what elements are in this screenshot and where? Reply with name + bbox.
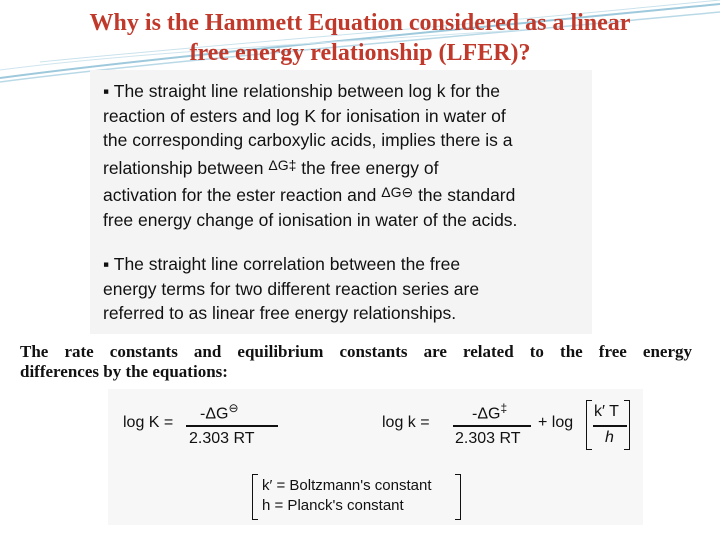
defs-right-bracket bbox=[455, 474, 461, 520]
eq2-right-bracket bbox=[624, 400, 630, 450]
relation-line-2: differences by the equations: bbox=[20, 362, 228, 381]
bullet-1-line-2: reaction of esters and log K for ionisation in water of bbox=[103, 105, 506, 126]
def-planck: h = Planck's constant bbox=[262, 497, 404, 514]
bullet-1 bbox=[103, 79, 588, 232]
relation-paragraph bbox=[20, 342, 692, 382]
bullet-2-line-3: referred to as linear free energy relationships. bbox=[103, 303, 457, 323]
title-line-1: Why is the Hammett Equation considered as a linear bbox=[89, 10, 631, 36]
double-dagger-superscript: ‡ bbox=[288, 156, 297, 173]
eq1-fraction-bar bbox=[186, 425, 278, 427]
bullet-2-line-1: ▪ The straight line correlation between the free bbox=[103, 254, 461, 274]
eq2-numerator-text: -ΔG bbox=[472, 405, 501, 423]
eq2-left-bracket bbox=[586, 400, 592, 450]
bullet-2-line-2: energy terms for two different reaction series are bbox=[103, 278, 480, 299]
delta-g-standard-symbol: ΔG bbox=[381, 184, 402, 200]
eq1-numerator bbox=[200, 401, 239, 423]
bullet-1-line-3: the corresponding carboxylic acids, implies there is a bbox=[103, 130, 513, 150]
bullet-2 bbox=[103, 252, 588, 326]
def-boltzmann: k′ = Boltzmann's constant bbox=[262, 477, 432, 494]
eq2-numerator bbox=[472, 401, 507, 423]
bullet-1-line-4 bbox=[103, 153, 588, 181]
bullet-1-line-5-text-b: the standard bbox=[413, 185, 516, 205]
eq1-numerator-text: -ΔG bbox=[200, 405, 229, 423]
bullet-1-line-6: free energy change of ionisation in water of the acids. bbox=[103, 209, 518, 230]
title-line-2: free energy relationship (LFER)? bbox=[189, 40, 531, 66]
eq2-lhs: log k = bbox=[382, 414, 430, 431]
eq2-bracket-fraction-bar bbox=[593, 425, 627, 427]
slide-title bbox=[10, 8, 710, 68]
plimsoll-superscript: ⊖ bbox=[401, 184, 414, 200]
eq2-bracket-numerator: k′ T bbox=[594, 403, 619, 420]
relation-line-1: The rate constants and equilibrium constants are related to the free energy bbox=[20, 342, 692, 361]
bullet-1-line-5-text-a: activation for the ester reaction and bbox=[103, 185, 382, 205]
delta-g-activation-symbol: ΔG bbox=[268, 156, 289, 173]
eq2-fraction-bar bbox=[453, 425, 531, 427]
defs-left-bracket bbox=[252, 474, 258, 520]
eq1-lhs: log K = bbox=[123, 414, 174, 431]
eq2-bracket-denominator: h bbox=[605, 429, 614, 446]
eq2-denominator: 2.303 RT bbox=[455, 430, 521, 447]
bullet-1-line-5 bbox=[103, 180, 588, 208]
bullet-1-line-1: ▪ The straight line relationship between log k for the bbox=[103, 81, 500, 101]
eq1-denominator: 2.303 RT bbox=[189, 430, 255, 447]
bullet-1-line-4-text-a: relationship between bbox=[103, 157, 269, 178]
eq2-plus-log: + log bbox=[538, 414, 574, 431]
eq1-plimsoll-superscript: ⊖ bbox=[228, 401, 239, 415]
bullet-1-line-4-text-b: the free energy of bbox=[296, 157, 439, 178]
eq2-double-dagger-superscript: ‡ bbox=[500, 401, 508, 415]
